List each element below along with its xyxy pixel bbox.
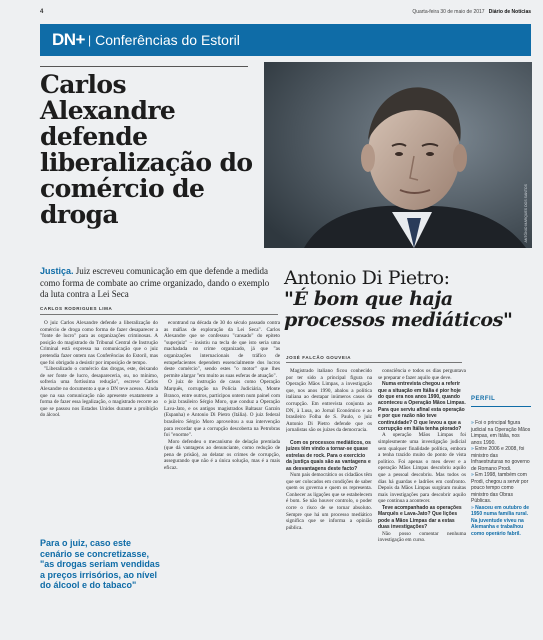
headline-name: Antonio Di Pietro: (284, 267, 450, 289)
sidebar-item-text: Entre 2006 e 2008, foi ministro das Infraestruturas no governo de Romano Prodi. (471, 446, 530, 472)
bullet-icon: » (471, 472, 476, 479)
body-paragraph: consciência e todos os dias perguntava se preparar e fazer aquilo que deve. (378, 368, 466, 381)
left-article-kicker (40, 266, 278, 301)
portrait-photo (264, 62, 532, 248)
profile-sidebar (471, 396, 531, 537)
right-article-column-2 (378, 368, 466, 634)
byline-rule (286, 362, 462, 363)
body-paragraph: Magistrado italiano ficou conhecido por ter sido a principal figura na Operação Mãos Limpas, a investigação que, nos anos 1990, abalou a política italiana ao destapar inúmeros casos de corrupção. Em entrevista conjunta ao DN, à Lusa, ao Jornal Económico e ao brasileiro Folha de S. Paulo, o juiz Antonio Di Pietro defende que os jornalistas são os juízes da democracia. (286, 368, 372, 434)
issue-date: Quarta-feira 30 de maio de 2017 (412, 9, 485, 15)
interview-question: Com os processos mediáticos, os juízes têm vindo a tornar-se quase estrelas de rock. Para o exercício da justiça quais são as vantagens e as desvantagens deste facto? (286, 439, 371, 472)
sidebar-item (471, 505, 531, 538)
pull-quote: Para o juiz, caso este cenário se concretizasse, "as drogas seriam vendidas a preços irrisórios, ao nível do álcool e do tabaco" (40, 538, 160, 590)
banner-separator: | (87, 33, 92, 47)
body-paragraph: O juiz Carlos Alexandre defende a liberalização do comércio de droga como forma de fazer desaparecer a "fonte de lucro" para as organizações criminosas. A posição do magistrado do Tribunal Central de Instrução Criminal está expressa na comunicação que o juiz pretendia fazer ontem nas Conferências do Estoril, mas que foi obrigado a desistir por imposição de tempo. (40, 320, 158, 366)
bullet-icon: » (471, 446, 476, 453)
sidebar-item (471, 446, 531, 472)
body-paragraph: econtrand na década de 30 do século passado contra as máfias de exploração da Lei Seca". Carlos Alexandre que se confessou "cansado" do epíteto "superjuiz" – insistiu na tecla de que isto seria uma machadada no crime organizado, já que "as organizações internacionais de tráfico de estupefacientes dependem essencialmente dos lucros deste comércio", sendo estes "o motor" que lhes permite alargar "em muito as suas esferas de atuação". (164, 320, 280, 379)
left-article-headline: Carlos Alexandre defende liberalização do comércio de droga (40, 70, 253, 229)
section-title: Conferências do Estoril (95, 32, 240, 48)
interview-question: Teve acompanhado as operações Marquês e Lava-Jato? Que lições pode a Mãos Limpas dar a estas duas investigações? (378, 504, 462, 531)
brand-logo: DN+ (52, 30, 85, 49)
sidebar-item (471, 420, 531, 446)
photo-credit: ANTÓNIO MARQUES DOS SANTOS (524, 183, 528, 242)
left-article-column-2 (164, 320, 280, 632)
sidebar-item-text: Foi o principal figura judicial na Operação Mãos Limpas, em Itália, nos anos 1990. (471, 420, 531, 446)
body-paragraph: Moro defendeu o mecanismo de delação premiada (que dá vantagens ao denunciante, como redução de pena de prisão), ao delatar os crimes de corrupção, assegurando que não é a única solução, mas é a mais eficaz. (164, 438, 280, 472)
body-paragraph: Não posso comentar nenhuma investigação em curso. (378, 530, 466, 544)
body-paragraph: O juiz de instrução de casos como Operação Marquês, corrupção na Polícia Judiciária, Monte Branco, entre outros, participou ontem num painel com o juiz brasileiro Sérgio Moro, que conduz a Operação Lava-Jato, e os antigos magistrados Baltasar Garzón (Espanha) e Antonio Di Pietro (Itália). O juiz federal brasileiro Sérgio Moro aproveitou a sua intervenção para recordar que a corrupção descoberta na Petrobras foi "enorme". (164, 379, 280, 439)
kicker-text: Juiz escreveu comunicação em que defende a medida como forma de combate ao crime organizado, dando o exemplo da luta contra a Lei Seca (40, 266, 270, 299)
right-article-byline: JOSÉ FALCÃO GOUVEIA (286, 355, 352, 360)
byline-rule (40, 314, 278, 315)
publication-name: Diário de Notícias (488, 9, 531, 15)
sidebar-rule (471, 406, 531, 407)
bullet-icon: » (471, 504, 476, 511)
right-article-column-1 (286, 368, 372, 634)
sidebar-item-text: Em 1998, também com Prodi, chegou a servir por pouco tempo como ministro das Obras Públicas. (471, 472, 529, 505)
page-number: 4 (40, 9, 44, 15)
sidebar-title: PERFIL (471, 396, 496, 402)
body-paragraph: "Liberalizado o comércio das drogas, este, deixando de ser fonte de lucro, desapareceria, ou, no mínimo, sofreria uma fortíssima redução", escreve Carlos Alexandre no documento a que o DN teve acesso. Ainda que na sua comunicação não apresente exatamente a forma de fazer essa legalização, o magistrado recorre ao que se passou nos Estados Unidos durante a proibição do álcool. (40, 366, 158, 419)
sidebar-item (471, 472, 531, 505)
body-paragraph: Num país democrático os cidadãos têm que ser colocados em condições de saber quem os governa e quem os representa. Conhecer as ligações que se estabelecem é bom. Se não houver controlo, o poder corre o risco de se tornar absoluto. Sempre que há um processo mediático significa que se informa a opinião pública. (286, 471, 372, 531)
section-banner (40, 24, 531, 56)
divider (40, 66, 248, 67)
left-article-byline: CARLOS RODRIGUES LIMA (40, 306, 113, 311)
bullet-icon: » (471, 420, 476, 427)
right-article-headline (284, 268, 534, 331)
page-header-info (412, 9, 531, 15)
left-article-column-1 (40, 320, 158, 532)
interview-question: Numa entrevista chegou a referir que a situação em Itália é pior hoje do que era nos anos 1990, quando aconteceu a Operação Mãos Limpas. Para que serviu afinal esta operação e por que razão não teve continuidade? O que levou a que a corrupção em Itália tenha piorado? (378, 381, 466, 433)
headline-quote: "É bom que haja processos mediáticos" (284, 288, 513, 331)
sidebar-item-text: Nasceu em outubro de 1950 numa família rural. Na juventude viveu na Alemanha e trabalhou como operário fabril. (471, 504, 530, 537)
body-paragraph: A operação Mãos Limpas foi simplesmente uma investigação judicial sem qualquer finalidade política, embora a tenha trazido muito do ponto de vista político. Foi apenas o meu dever e a operação Mãos Limpas descobriu aquilo que a pessoal descobriu. Mas todos os dias há guardas e ladrões em confronto. Depois da Mãos Limpas surgiram muitas mais investigações para descobrir aquilo que continua a acontecer. (378, 432, 466, 505)
kicker-tag: Justiça. (40, 266, 74, 276)
portrait-illustration (264, 62, 532, 248)
